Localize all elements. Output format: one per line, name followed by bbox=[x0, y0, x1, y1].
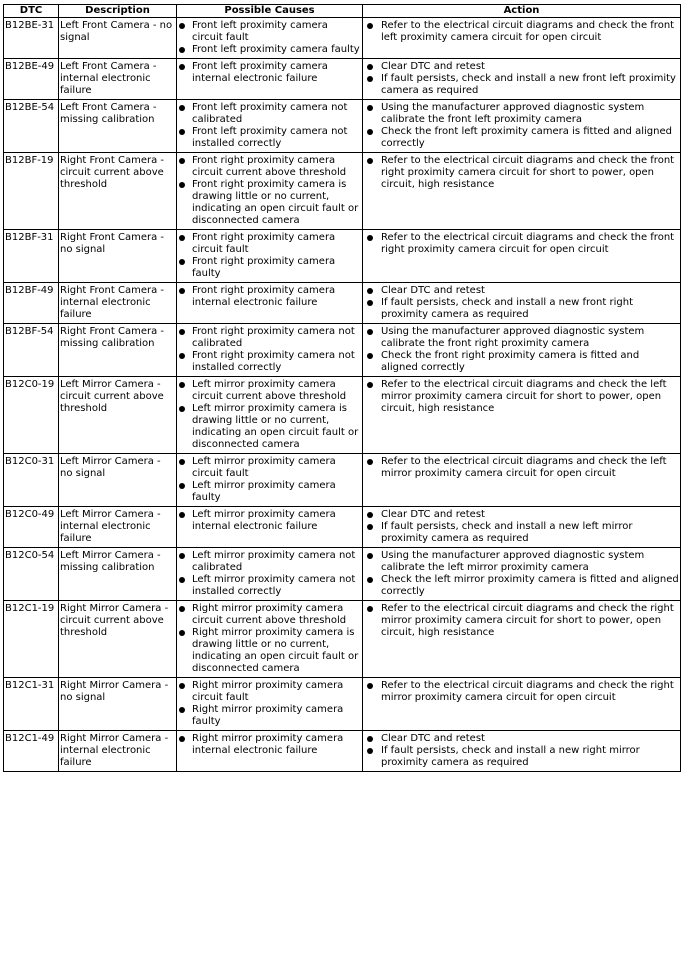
cause-item: Left mirror proximity camera is drawing little or no current, indicating an open circuit fault or disconnected camera bbox=[178, 403, 361, 451]
table-row bbox=[4, 324, 681, 377]
cause-item: Front left proximity camera faulty bbox=[178, 44, 361, 56]
cause-item: Left mirror proximity camera circuit fault bbox=[178, 456, 361, 480]
cause-item: Right mirror proximity camera faulty bbox=[178, 704, 361, 728]
description-cell: Left Front Camera - no signal bbox=[59, 18, 177, 59]
actions-list bbox=[364, 102, 679, 150]
cause-item: Front right proximity camera not calibrated bbox=[178, 326, 361, 350]
table-row bbox=[4, 283, 681, 324]
description-cell: Right Front Camera - no signal bbox=[59, 230, 177, 283]
cause-item: Front left proximity camera not calibrated bbox=[178, 102, 361, 126]
action-cell bbox=[363, 678, 681, 731]
action-cell bbox=[363, 100, 681, 153]
actions-list bbox=[364, 61, 679, 97]
action-item: Using the manufacturer approved diagnostic system calibrate the front right proximity camera bbox=[364, 326, 679, 350]
action-item: Clear DTC and retest bbox=[364, 733, 679, 745]
action-item: Using the manufacturer approved diagnostic system calibrate the front left proximity camera bbox=[364, 102, 679, 126]
action-item: Using the manufacturer approved diagnostic system calibrate the left mirror proximity camera bbox=[364, 550, 679, 574]
header-description: Description bbox=[59, 5, 177, 18]
dtc-code-cell: B12BE-31 bbox=[4, 18, 59, 59]
causes-list bbox=[178, 733, 361, 757]
possible-causes-cell bbox=[177, 454, 363, 507]
possible-causes-cell bbox=[177, 283, 363, 324]
header-dtc: DTC bbox=[4, 5, 59, 18]
action-item: Refer to the electrical circuit diagrams and check the front right proximity camera circuit for short to power, open circuit, high resistance bbox=[364, 155, 679, 191]
actions-list bbox=[364, 733, 679, 769]
description-cell: Left Mirror Camera - no signal bbox=[59, 454, 177, 507]
action-cell bbox=[363, 230, 681, 283]
description-cell: Right Front Camera - missing calibration bbox=[59, 324, 177, 377]
cause-item: Left mirror proximity camera not installed correctly bbox=[178, 574, 361, 598]
table-row bbox=[4, 507, 681, 548]
header-action: Action bbox=[363, 5, 681, 18]
causes-list bbox=[178, 285, 361, 309]
cause-item: Right mirror proximity camera circuit fault bbox=[178, 680, 361, 704]
dtc-code-cell: B12C1-49 bbox=[4, 731, 59, 772]
actions-list bbox=[364, 603, 679, 639]
table-row bbox=[4, 731, 681, 772]
action-cell bbox=[363, 283, 681, 324]
causes-list bbox=[178, 61, 361, 85]
causes-list bbox=[178, 379, 361, 451]
action-cell bbox=[363, 153, 681, 230]
header-possible-causes: Possible Causes bbox=[177, 5, 363, 18]
cause-item: Right mirror proximity camera internal electronic failure bbox=[178, 733, 361, 757]
possible-causes-cell bbox=[177, 230, 363, 283]
cause-item: Front left proximity camera internal electronic failure bbox=[178, 61, 361, 85]
possible-causes-cell bbox=[177, 324, 363, 377]
possible-causes-cell bbox=[177, 377, 363, 454]
cause-item: Left mirror proximity camera faulty bbox=[178, 480, 361, 504]
actions-list bbox=[364, 155, 679, 191]
table-body bbox=[4, 18, 681, 772]
description-cell: Right Front Camera - circuit current above threshold bbox=[59, 153, 177, 230]
actions-list bbox=[364, 326, 679, 374]
action-cell bbox=[363, 377, 681, 454]
cause-item: Front left proximity camera not installed correctly bbox=[178, 126, 361, 150]
cause-item: Front right proximity camera circuit current above threshold bbox=[178, 155, 361, 179]
cause-item: Front right proximity camera is drawing little or no current, indicating an open circuit fault or disconnected camera bbox=[178, 179, 361, 227]
cause-item: Right mirror proximity camera circuit current above threshold bbox=[178, 603, 361, 627]
action-cell bbox=[363, 731, 681, 772]
causes-list bbox=[178, 550, 361, 598]
actions-list bbox=[364, 20, 679, 44]
dtc-code-cell: B12BF-31 bbox=[4, 230, 59, 283]
action-item: Refer to the electrical circuit diagrams and check the left mirror proximity camera circuit for short to power, open circuit, high resistance bbox=[364, 379, 679, 415]
action-cell bbox=[363, 324, 681, 377]
possible-causes-cell bbox=[177, 59, 363, 100]
description-cell: Right Front Camera - internal electronic failure bbox=[59, 283, 177, 324]
cause-item: Front right proximity camera internal electronic failure bbox=[178, 285, 361, 309]
action-item: Check the front right proximity camera is fitted and aligned correctly bbox=[364, 350, 679, 374]
description-cell: Right Mirror Camera - circuit current above threshold bbox=[59, 601, 177, 678]
causes-list bbox=[178, 680, 361, 728]
cause-item: Left mirror proximity camera not calibrated bbox=[178, 550, 361, 574]
possible-causes-cell bbox=[177, 731, 363, 772]
action-item: Clear DTC and retest bbox=[364, 285, 679, 297]
table-row bbox=[4, 454, 681, 507]
action-item: If fault persists, check and install a new front right proximity camera as required bbox=[364, 297, 679, 321]
action-item: If fault persists, check and install a new right mirror proximity camera as required bbox=[364, 745, 679, 769]
cause-item: Right mirror proximity camera is drawing little or no current, indicating an open circuit fault or disconnected camera bbox=[178, 627, 361, 675]
table-row bbox=[4, 100, 681, 153]
actions-list bbox=[364, 232, 679, 256]
table-row bbox=[4, 548, 681, 601]
table-row bbox=[4, 153, 681, 230]
action-item: Refer to the electrical circuit diagrams and check the left mirror proximity camera circuit for open circuit bbox=[364, 456, 679, 480]
description-cell: Left Front Camera - missing calibration bbox=[59, 100, 177, 153]
action-item: Clear DTC and retest bbox=[364, 509, 679, 521]
header-row bbox=[4, 5, 681, 18]
action-item: Clear DTC and retest bbox=[364, 61, 679, 73]
possible-causes-cell bbox=[177, 678, 363, 731]
cause-item: Front right proximity camera not installed correctly bbox=[178, 350, 361, 374]
action-cell bbox=[363, 548, 681, 601]
description-cell: Right Mirror Camera - internal electronic failure bbox=[59, 731, 177, 772]
possible-causes-cell bbox=[177, 100, 363, 153]
actions-list bbox=[364, 379, 679, 415]
description-cell: Left Front Camera - internal electronic failure bbox=[59, 59, 177, 100]
causes-list bbox=[178, 603, 361, 675]
action-item: Check the front left proximity camera is fitted and aligned correctly bbox=[364, 126, 679, 150]
cause-item: Front right proximity camera faulty bbox=[178, 256, 361, 280]
action-item: If fault persists, check and install a new front left proximity camera as required bbox=[364, 73, 679, 97]
action-item: Refer to the electrical circuit diagrams and check the front right proximity camera circuit for open circuit bbox=[364, 232, 679, 256]
description-cell: Left Mirror Camera - missing calibration bbox=[59, 548, 177, 601]
dtc-code-cell: B12C0-31 bbox=[4, 454, 59, 507]
dtc-code-cell: B12BE-54 bbox=[4, 100, 59, 153]
dtc-code-cell: B12C0-49 bbox=[4, 507, 59, 548]
dtc-code-cell: B12C0-19 bbox=[4, 377, 59, 454]
possible-causes-cell bbox=[177, 153, 363, 230]
description-cell: Right Mirror Camera - no signal bbox=[59, 678, 177, 731]
action-cell bbox=[363, 454, 681, 507]
dtc-code-cell: B12C0-54 bbox=[4, 548, 59, 601]
causes-list bbox=[178, 102, 361, 150]
causes-list bbox=[178, 232, 361, 280]
table-row bbox=[4, 230, 681, 283]
action-item: Refer to the electrical circuit diagrams and check the right mirror proximity camera circuit for open circuit bbox=[364, 680, 679, 704]
action-item: Check the left mirror proximity camera is fitted and aligned correctly bbox=[364, 574, 679, 598]
dtc-code-cell: B12BE-49 bbox=[4, 59, 59, 100]
action-cell bbox=[363, 601, 681, 678]
possible-causes-cell bbox=[177, 18, 363, 59]
table-row bbox=[4, 678, 681, 731]
action-cell bbox=[363, 59, 681, 100]
dtc-code-cell: B12BF-19 bbox=[4, 153, 59, 230]
action-cell bbox=[363, 18, 681, 59]
cause-item: Left mirror proximity camera circuit current above threshold bbox=[178, 379, 361, 403]
dtc-code-cell: B12C1-19 bbox=[4, 601, 59, 678]
causes-list bbox=[178, 456, 361, 504]
causes-list bbox=[178, 509, 361, 533]
cause-item: Front left proximity camera circuit fault bbox=[178, 20, 361, 44]
actions-list bbox=[364, 680, 679, 704]
actions-list bbox=[364, 550, 679, 598]
causes-list bbox=[178, 326, 361, 374]
dtc-code-cell: B12C1-31 bbox=[4, 678, 59, 731]
action-item: Refer to the electrical circuit diagrams and check the front left proximity camera circuit for open circuit bbox=[364, 20, 679, 44]
action-cell bbox=[363, 507, 681, 548]
cause-item: Left mirror proximity camera internal electronic failure bbox=[178, 509, 361, 533]
dtc-code-cell: B12BF-54 bbox=[4, 324, 59, 377]
description-cell: Left Mirror Camera - internal electronic failure bbox=[59, 507, 177, 548]
table-row bbox=[4, 59, 681, 100]
table-row bbox=[4, 601, 681, 678]
actions-list bbox=[364, 456, 679, 480]
table-header bbox=[4, 5, 681, 18]
actions-list bbox=[364, 285, 679, 321]
dtc-table bbox=[3, 4, 681, 772]
action-item: Refer to the electrical circuit diagrams and check the right mirror proximity camera circuit for short to power, open circuit, high resistance bbox=[364, 603, 679, 639]
dtc-code-cell: B12BF-49 bbox=[4, 283, 59, 324]
possible-causes-cell bbox=[177, 548, 363, 601]
causes-list bbox=[178, 20, 361, 56]
action-item: If fault persists, check and install a new left mirror proximity camera as required bbox=[364, 521, 679, 545]
table-row bbox=[4, 377, 681, 454]
possible-causes-cell bbox=[177, 601, 363, 678]
description-cell: Left Mirror Camera - circuit current above threshold bbox=[59, 377, 177, 454]
causes-list bbox=[178, 155, 361, 227]
possible-causes-cell bbox=[177, 507, 363, 548]
cause-item: Front right proximity camera circuit fault bbox=[178, 232, 361, 256]
table-row bbox=[4, 18, 681, 59]
actions-list bbox=[364, 509, 679, 545]
